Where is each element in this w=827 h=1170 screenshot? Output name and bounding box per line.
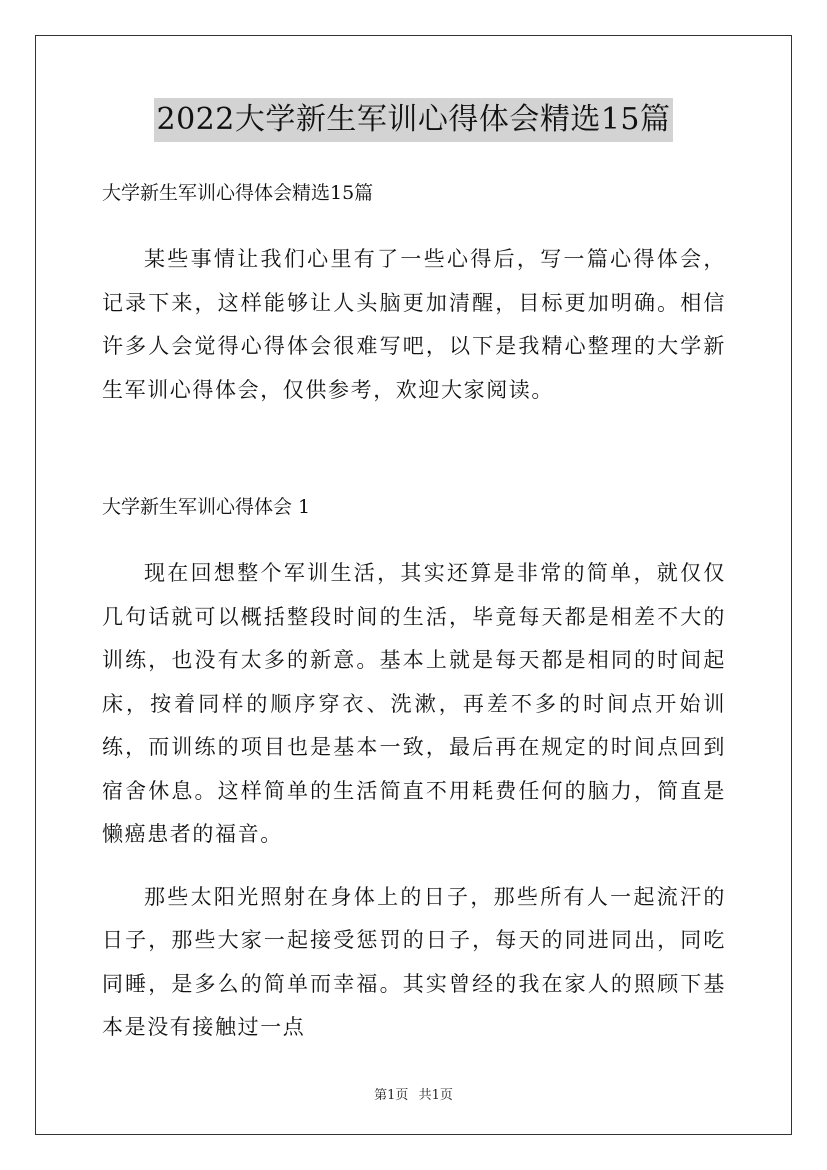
document-subtitle: 大学新生军训心得体会精选15篇: [102, 182, 374, 204]
section-heading: 大学新生军训心得体会 1: [102, 496, 311, 518]
intro-paragraph: 某些事情让我们心里有了一些心得后，写一篇心得体会，记录下来，这样能够让人头脑更加清醒，目标更加明确。相信许多人会觉得心得体会很难写吧，以下是我精心整理的大学新生军训心得体会，仅供参考，欢迎大家阅读。: [102, 247, 726, 402]
title-container: [0, 98, 827, 142]
document-body: [102, 172, 726, 1050]
document-title: 2022大学新生军训心得体会精选15篇: [154, 98, 672, 142]
body-paragraph: 那些太阳光照射在身体上的日子，那些所有人一起流汗的日子，那些大家一起接受惩罚的日子，每天的同进同出，同吃同睡，是多么的简单而幸福。其实曾经的我在家人的照顾下基本是没有接触过一点: [102, 884, 726, 1039]
page-total: 共1页: [418, 1088, 453, 1103]
page-number: 第1页: [374, 1088, 409, 1103]
body-paragraph: 现在回想整个军训生活，其实还算是非常的简单，就仅仅几句话就可以概括整段时间的生活，毕竟每天都是相差不大的训练，也没有太多的新意。基本上就是每天都是相同的时间起床，按着同样的顺序穿衣、洗漱，再差不多的时间点开始训练，而训练的项目也是基本一致，最后再在规定的时间点回到宿舍休息。这样简单的生活简直不用耗费任何的脑力，简直是懒癌患者的福音。: [102, 561, 726, 846]
page-footer: [0, 1084, 827, 1103]
